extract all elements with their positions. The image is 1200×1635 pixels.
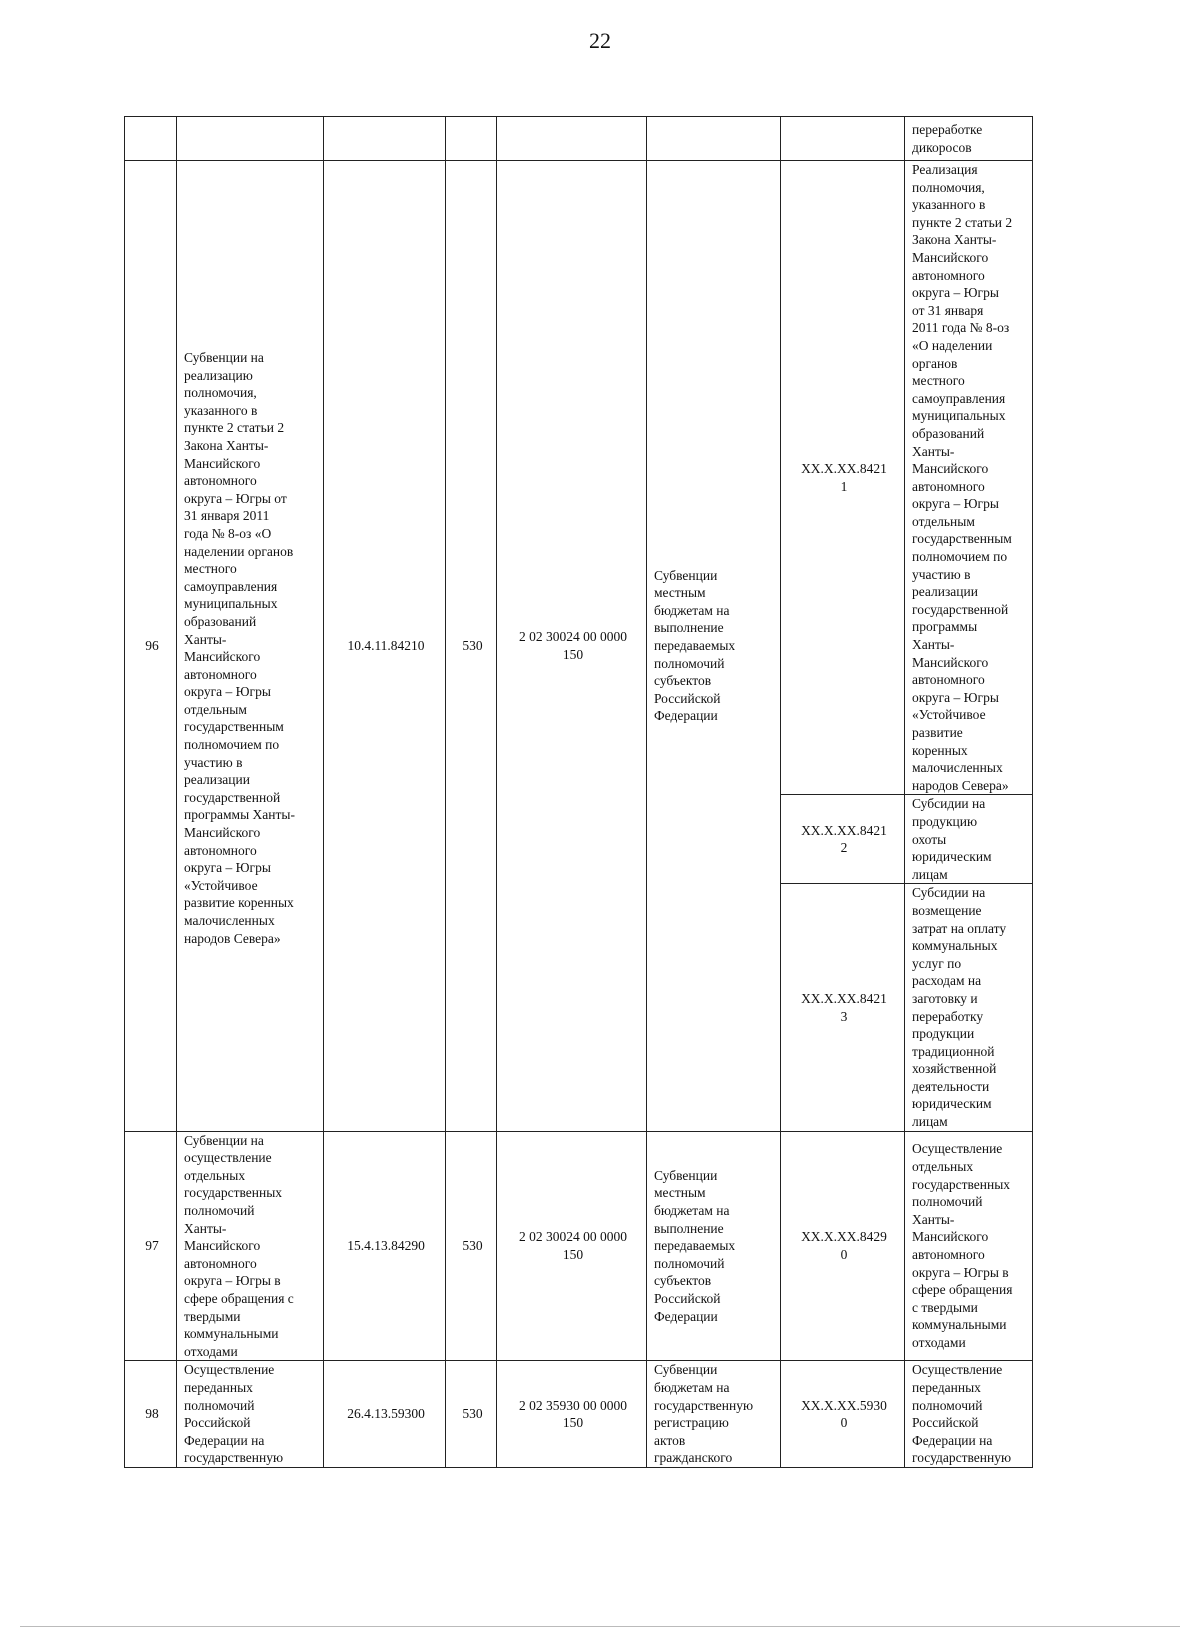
table-row bbox=[125, 161, 1033, 795]
destination-description-cell: Субсидии на возмещение затрат на оплату коммунальных услуг по расходам на заготовку и переработку продукции традиционной хозяйственной деятельности юридическим лицам bbox=[905, 884, 1033, 1131]
income-name-cell: Субвенции местным бюджетам на выполнение передаваемых полномочий субъектов Российской Федерации bbox=[647, 1131, 781, 1361]
target-code-cell: 26.4.13.59300 bbox=[324, 1361, 446, 1468]
row-number-cell: 96 bbox=[125, 161, 177, 1132]
expense-name-cell: Субвенции на осуществление отдельных государственных полномочий Ханты- Мансийского автономного округа – Югры в сфере обращения с твердыми коммунальными отходами bbox=[177, 1131, 324, 1361]
expense-type-cell: 530 bbox=[446, 161, 497, 1132]
target-code-cell bbox=[324, 117, 446, 161]
row-number-cell: 97 bbox=[125, 1131, 177, 1361]
destination-description-cell: Осуществление отдельных государственных полномочий Ханты- Мансийского автономного округа – Югры в сфере обращения с твердыми коммунальными отходами bbox=[905, 1131, 1033, 1361]
target-code-cell: 15.4.13.84290 bbox=[324, 1131, 446, 1361]
destination-code-cell: XX.X.XX.8421 1 bbox=[781, 161, 905, 795]
income-code-cell: 2 02 35930 00 0000 150 bbox=[497, 1361, 647, 1468]
budget-classification-table bbox=[124, 116, 1033, 1468]
page-bottom-divider bbox=[20, 1626, 1180, 1627]
table-row bbox=[125, 1361, 1033, 1468]
income-name-cell: Субвенции местным бюджетам на выполнение передаваемых полномочий субъектов Российской Федерации bbox=[647, 161, 781, 1132]
income-code-cell: 2 02 30024 00 0000 150 bbox=[497, 1131, 647, 1361]
destination-code-cell: XX.X.XX.8421 2 bbox=[781, 795, 905, 884]
destination-code-cell: XX.X.XX.8429 0 bbox=[781, 1131, 905, 1361]
destination-code-cell: XX.X.XX.8421 3 bbox=[781, 884, 905, 1131]
table-row bbox=[125, 1131, 1033, 1361]
expense-type-cell: 530 bbox=[446, 1131, 497, 1361]
expense-type-cell bbox=[446, 117, 497, 161]
expense-name-cell: Субвенции на реализацию полномочия, указанного в пункте 2 статьи 2 Закона Ханты- Мансийского автономного округа – Югры от 31 января 2011 года № 8-оз «О наделении органов местного самоуправления муниципальных образований Ханты- Мансийского автономного округа – Югры отдельным государственным полномочием по участию в реализации государственной программы Ханты- Мансийского автономного округа – Югры «Устойчивое развитие коренных малочисленных народов Севера» bbox=[177, 161, 324, 1132]
destination-description-cell: Реализация полномочия, указанного в пункте 2 статьи 2 Закона Ханты- Мансийского автономного округа – Югры от 31 января 2011 года № 8-оз «О наделении органов местного самоуправления муниципальных образований Ханты- Мансийского автономного округа – Югры отдельным государственным полномочием по участию в реализации государственной программы Ханты- Мансийского автономного округа – Югры «Устойчивое развитие коренных малочисленных народов Севера» bbox=[905, 161, 1033, 795]
target-code-cell: 10.4.11.84210 bbox=[324, 161, 446, 1132]
destination-description-cell: Осуществление переданных полномочий Российской Федерации на государственную bbox=[905, 1361, 1033, 1468]
destination-description-cell: переработке дикоросов bbox=[905, 117, 1033, 161]
expense-name-cell bbox=[177, 117, 324, 161]
expense-name-cell: Осуществление переданных полномочий Российской Федерации на государственную bbox=[177, 1361, 324, 1468]
income-name-cell: Субвенции бюджетам на государственную регистрацию актов гражданского bbox=[647, 1361, 781, 1468]
destination-description-cell: Субсидии на продукцию охоты юридическим лицам bbox=[905, 795, 1033, 884]
destination-code-cell: XX.X.XX.5930 0 bbox=[781, 1361, 905, 1468]
page-number: 22 bbox=[589, 28, 611, 53]
table-row bbox=[125, 117, 1033, 161]
income-code-cell bbox=[497, 117, 647, 161]
expense-type-cell: 530 bbox=[446, 1361, 497, 1468]
destination-code-cell bbox=[781, 117, 905, 161]
income-code-cell: 2 02 30024 00 0000 150 bbox=[497, 161, 647, 1132]
row-number-cell: 98 bbox=[125, 1361, 177, 1468]
income-name-cell bbox=[647, 117, 781, 161]
row-number-cell bbox=[125, 117, 177, 161]
